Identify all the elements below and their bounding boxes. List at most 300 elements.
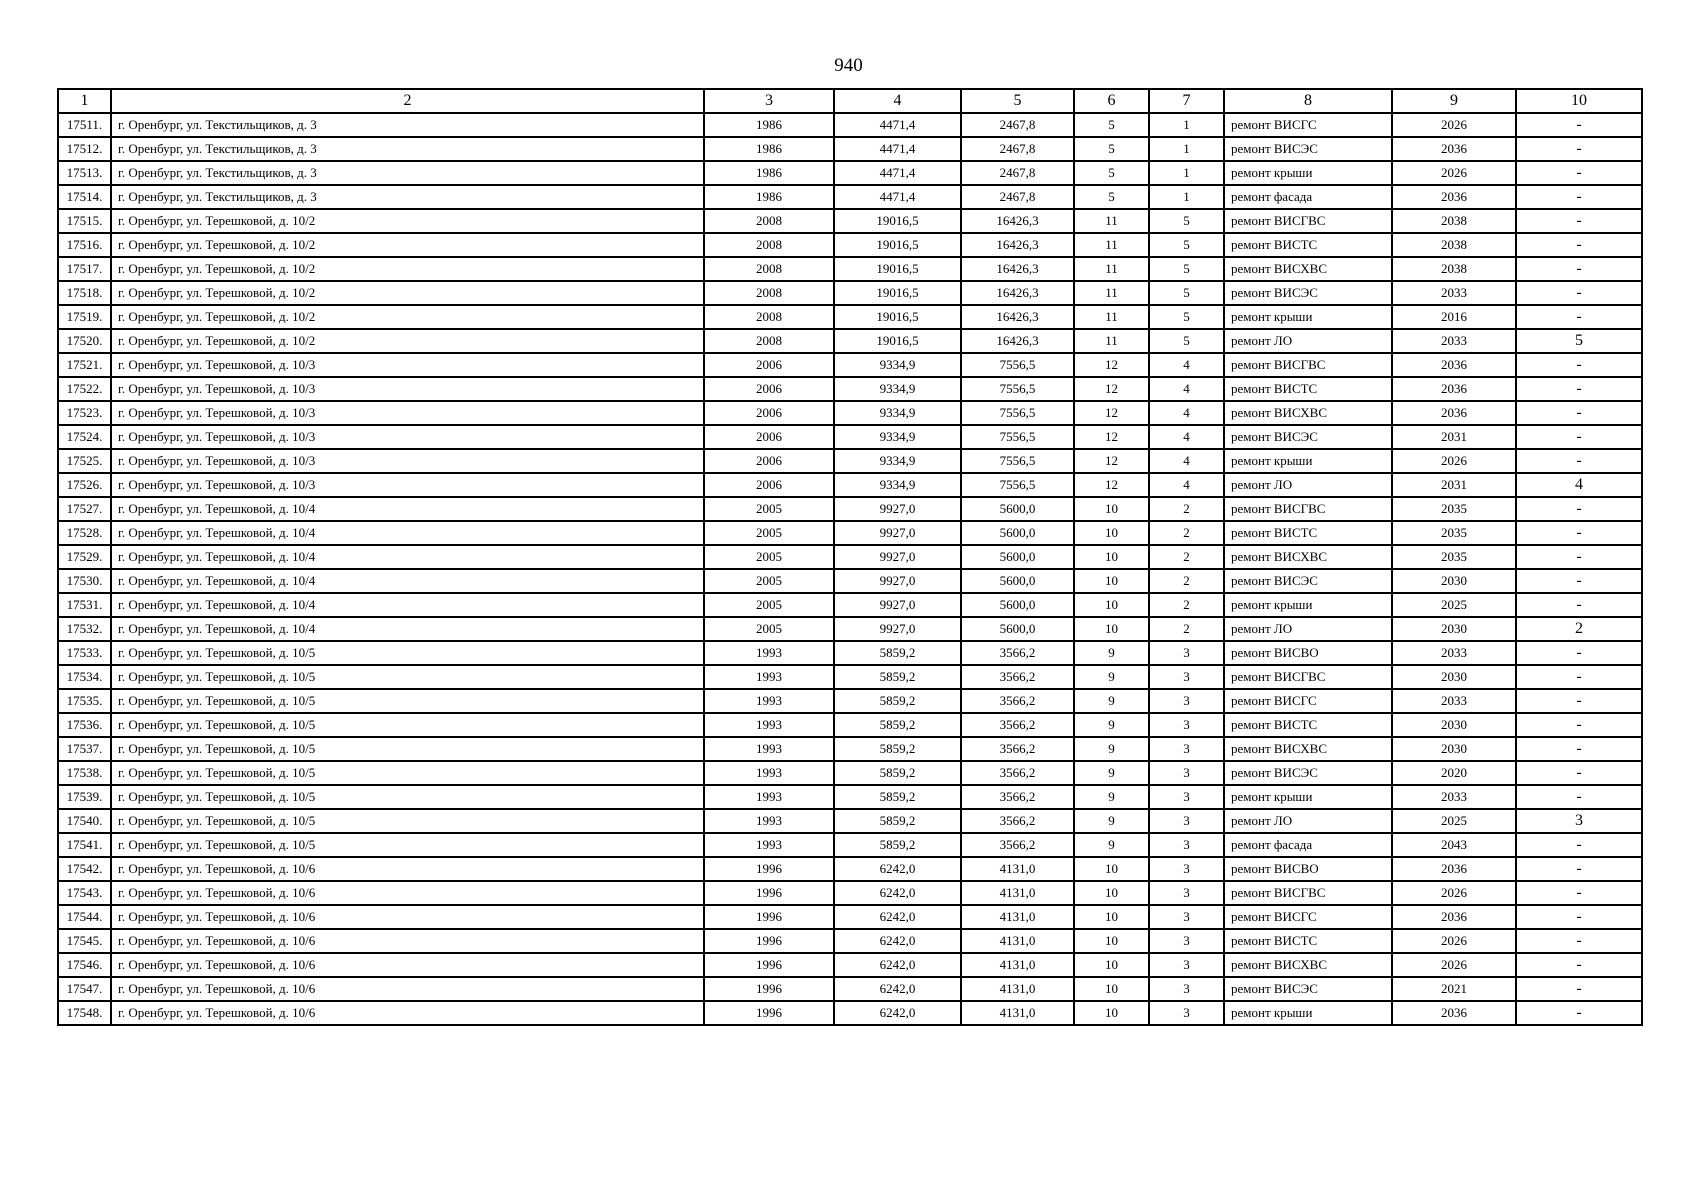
- year-built: 1986: [704, 137, 834, 161]
- address: г. Оренбург, ул. Терешковой, д. 10/5: [111, 761, 704, 785]
- total-area: 6242,0: [834, 929, 961, 953]
- living-area: 3566,2: [961, 833, 1074, 857]
- living-area: 4131,0: [961, 857, 1074, 881]
- entrances-count: 2: [1149, 521, 1224, 545]
- column-header: 2: [111, 89, 704, 113]
- row-number: 17517.: [58, 257, 111, 281]
- row-number: 17520.: [58, 329, 111, 353]
- living-area: 16426,3: [961, 209, 1074, 233]
- table-row: [58, 617, 1642, 641]
- living-area: 2467,8: [961, 161, 1074, 185]
- living-area: 5600,0: [961, 521, 1074, 545]
- entrances-count: 1: [1149, 137, 1224, 161]
- floors-count: 10: [1074, 929, 1149, 953]
- entrances-count: 4: [1149, 449, 1224, 473]
- planned-year: 2030: [1392, 737, 1516, 761]
- table-row: [58, 233, 1642, 257]
- year-built: 2008: [704, 209, 834, 233]
- living-area: 3566,2: [961, 761, 1074, 785]
- planned-year: 2033: [1392, 785, 1516, 809]
- floors-count: 10: [1074, 545, 1149, 569]
- floors-count: 12: [1074, 425, 1149, 449]
- column-header: 9: [1392, 89, 1516, 113]
- column-10-value: -: [1516, 593, 1642, 617]
- row-number: 17543.: [58, 881, 111, 905]
- living-area: 4131,0: [961, 953, 1074, 977]
- row-number: 17521.: [58, 353, 111, 377]
- row-number: 17512.: [58, 137, 111, 161]
- total-area: 5859,2: [834, 809, 961, 833]
- floors-count: 10: [1074, 569, 1149, 593]
- planned-year: 2025: [1392, 809, 1516, 833]
- floors-count: 10: [1074, 497, 1149, 521]
- table-row: [58, 281, 1642, 305]
- repair-type: ремонт ВИСЭС: [1224, 281, 1392, 305]
- row-number: 17532.: [58, 617, 111, 641]
- year-built: 2008: [704, 281, 834, 305]
- column-10-value: -: [1516, 113, 1642, 137]
- entrances-count: 3: [1149, 881, 1224, 905]
- row-number: 17542.: [58, 857, 111, 881]
- row-number: 17535.: [58, 689, 111, 713]
- repair-type: ремонт ВИСЭС: [1224, 569, 1392, 593]
- entrances-count: 3: [1149, 689, 1224, 713]
- entrances-count: 5: [1149, 233, 1224, 257]
- total-area: 9927,0: [834, 545, 961, 569]
- entrances-count: 3: [1149, 641, 1224, 665]
- column-header: 3: [704, 89, 834, 113]
- row-number: 17528.: [58, 521, 111, 545]
- floors-count: 11: [1074, 305, 1149, 329]
- address: г. Оренбург, ул. Терешковой, д. 10/5: [111, 785, 704, 809]
- entrances-count: 3: [1149, 929, 1224, 953]
- table-row: [58, 257, 1642, 281]
- living-area: 7556,5: [961, 401, 1074, 425]
- repair-type: ремонт ВИСГС: [1224, 113, 1392, 137]
- address: г. Оренбург, ул. Терешковой, д. 10/2: [111, 233, 704, 257]
- total-area: 5859,2: [834, 713, 961, 737]
- address: г. Оренбург, ул. Терешковой, д. 10/6: [111, 977, 704, 1001]
- column-10-value: 4: [1516, 473, 1642, 497]
- address: г. Оренбург, ул. Терешковой, д. 10/2: [111, 329, 704, 353]
- floors-count: 5: [1074, 185, 1149, 209]
- column-header: 1: [58, 89, 111, 113]
- entrances-count: 3: [1149, 809, 1224, 833]
- table-row: [58, 353, 1642, 377]
- row-number: 17536.: [58, 713, 111, 737]
- row-number: 17530.: [58, 569, 111, 593]
- column-10-value: 3: [1516, 809, 1642, 833]
- address: г. Оренбург, ул. Терешковой, д. 10/5: [111, 713, 704, 737]
- column-10-value: -: [1516, 377, 1642, 401]
- year-built: 2008: [704, 257, 834, 281]
- repair-type: ремонт ВИСТС: [1224, 713, 1392, 737]
- year-built: 2006: [704, 473, 834, 497]
- total-area: 9334,9: [834, 377, 961, 401]
- planned-year: 2038: [1392, 233, 1516, 257]
- table-row: [58, 401, 1642, 425]
- living-area: 2467,8: [961, 137, 1074, 161]
- planned-year: 2033: [1392, 281, 1516, 305]
- year-built: 1996: [704, 881, 834, 905]
- living-area: 7556,5: [961, 425, 1074, 449]
- column-10-value: -: [1516, 257, 1642, 281]
- column-10-value: -: [1516, 881, 1642, 905]
- address: г. Оренбург, ул. Терешковой, д. 10/5: [111, 737, 704, 761]
- entrances-count: 3: [1149, 833, 1224, 857]
- total-area: 6242,0: [834, 1001, 961, 1025]
- column-10-value: -: [1516, 905, 1642, 929]
- living-area: 4131,0: [961, 905, 1074, 929]
- repair-type: ремонт ВИСГВС: [1224, 665, 1392, 689]
- living-area: 2467,8: [961, 185, 1074, 209]
- entrances-count: 3: [1149, 953, 1224, 977]
- planned-year: 2031: [1392, 473, 1516, 497]
- address: г. Оренбург, ул. Терешковой, д. 10/3: [111, 425, 704, 449]
- table-row: [58, 497, 1642, 521]
- living-area: 4131,0: [961, 929, 1074, 953]
- table-row: [58, 473, 1642, 497]
- column-10-value: -: [1516, 569, 1642, 593]
- entrances-count: 3: [1149, 761, 1224, 785]
- row-number: 17519.: [58, 305, 111, 329]
- row-number: 17513.: [58, 161, 111, 185]
- living-area: 2467,8: [961, 113, 1074, 137]
- total-area: 19016,5: [834, 305, 961, 329]
- year-built: 1993: [704, 809, 834, 833]
- repair-type: ремонт ВИСТС: [1224, 377, 1392, 401]
- table-row: [58, 185, 1642, 209]
- year-built: 2008: [704, 329, 834, 353]
- repair-type: ремонт крыши: [1224, 161, 1392, 185]
- repair-type: ремонт крыши: [1224, 593, 1392, 617]
- address: г. Оренбург, ул. Терешковой, д. 10/6: [111, 881, 704, 905]
- year-built: 2006: [704, 425, 834, 449]
- table-row: [58, 665, 1642, 689]
- table-row: [58, 713, 1642, 737]
- total-area: 5859,2: [834, 665, 961, 689]
- floors-count: 10: [1074, 881, 1149, 905]
- planned-year: 2038: [1392, 257, 1516, 281]
- column-10-value: -: [1516, 233, 1642, 257]
- table-row: [58, 809, 1642, 833]
- year-built: 2006: [704, 449, 834, 473]
- table-row: [58, 209, 1642, 233]
- total-area: 9927,0: [834, 497, 961, 521]
- planned-year: 2036: [1392, 377, 1516, 401]
- row-number: 17540.: [58, 809, 111, 833]
- entrances-count: 2: [1149, 545, 1224, 569]
- planned-year: 2031: [1392, 425, 1516, 449]
- planned-year: 2033: [1392, 641, 1516, 665]
- address: г. Оренбург, ул. Терешковой, д. 10/6: [111, 929, 704, 953]
- entrances-count: 2: [1149, 593, 1224, 617]
- entrances-count: 3: [1149, 1001, 1224, 1025]
- address: г. Оренбург, ул. Терешковой, д. 10/3: [111, 377, 704, 401]
- entrances-count: 3: [1149, 785, 1224, 809]
- repair-type: ремонт ВИСВО: [1224, 857, 1392, 881]
- address: г. Оренбург, ул. Терешковой, д. 10/4: [111, 569, 704, 593]
- column-10-value: -: [1516, 857, 1642, 881]
- living-area: 16426,3: [961, 233, 1074, 257]
- planned-year: 2025: [1392, 593, 1516, 617]
- row-number: 17539.: [58, 785, 111, 809]
- column-10-value: -: [1516, 761, 1642, 785]
- year-built: 2005: [704, 593, 834, 617]
- repair-type: ремонт ВИСЭС: [1224, 425, 1392, 449]
- row-number: 17515.: [58, 209, 111, 233]
- floors-count: 9: [1074, 809, 1149, 833]
- column-10-value: -: [1516, 449, 1642, 473]
- column-header: 4: [834, 89, 961, 113]
- floors-count: 9: [1074, 689, 1149, 713]
- address: г. Оренбург, ул. Терешковой, д. 10/4: [111, 617, 704, 641]
- total-area: 4471,4: [834, 137, 961, 161]
- total-area: 9334,9: [834, 473, 961, 497]
- planned-year: 2026: [1392, 449, 1516, 473]
- address: г. Оренбург, ул. Терешковой, д. 10/3: [111, 449, 704, 473]
- living-area: 5600,0: [961, 497, 1074, 521]
- floors-count: 9: [1074, 785, 1149, 809]
- table-row: [58, 929, 1642, 953]
- planned-year: 2026: [1392, 161, 1516, 185]
- year-built: 1993: [704, 833, 834, 857]
- planned-year: 2038: [1392, 209, 1516, 233]
- row-number: 17518.: [58, 281, 111, 305]
- column-10-value: -: [1516, 785, 1642, 809]
- address: г. Оренбург, ул. Терешковой, д. 10/5: [111, 833, 704, 857]
- total-area: 9927,0: [834, 521, 961, 545]
- planned-year: 2021: [1392, 977, 1516, 1001]
- row-number: 17548.: [58, 1001, 111, 1025]
- planned-year: 2026: [1392, 113, 1516, 137]
- planned-year: 2033: [1392, 689, 1516, 713]
- row-number: 17516.: [58, 233, 111, 257]
- floors-count: 10: [1074, 617, 1149, 641]
- floors-count: 9: [1074, 713, 1149, 737]
- table-row: [58, 953, 1642, 977]
- repair-type: ремонт ВИСХВС: [1224, 737, 1392, 761]
- table-row: [58, 425, 1642, 449]
- living-area: 3566,2: [961, 785, 1074, 809]
- repair-type: ремонт ВИСЭС: [1224, 761, 1392, 785]
- column-10-value: -: [1516, 713, 1642, 737]
- year-built: 1996: [704, 953, 834, 977]
- address: г. Оренбург, ул. Текстильщиков, д. 3: [111, 185, 704, 209]
- year-built: 1996: [704, 905, 834, 929]
- repair-type: ремонт ВИСВО: [1224, 641, 1392, 665]
- total-area: 19016,5: [834, 257, 961, 281]
- column-10-value: -: [1516, 497, 1642, 521]
- address: г. Оренбург, ул. Терешковой, д. 10/5: [111, 689, 704, 713]
- table-row: [58, 737, 1642, 761]
- table-row: [58, 905, 1642, 929]
- header-row: [58, 89, 1642, 113]
- table-row: [58, 857, 1642, 881]
- repair-type: ремонт фасада: [1224, 185, 1392, 209]
- table-row: [58, 329, 1642, 353]
- planned-year: 2036: [1392, 401, 1516, 425]
- row-number: 17546.: [58, 953, 111, 977]
- entrances-count: 3: [1149, 737, 1224, 761]
- entrances-count: 3: [1149, 857, 1224, 881]
- row-number: 17522.: [58, 377, 111, 401]
- entrances-count: 4: [1149, 473, 1224, 497]
- table-row: [58, 377, 1642, 401]
- year-built: 1993: [704, 665, 834, 689]
- living-area: 3566,2: [961, 641, 1074, 665]
- year-built: 1996: [704, 1001, 834, 1025]
- row-number: 17544.: [58, 905, 111, 929]
- repair-type: ремонт ЛО: [1224, 617, 1392, 641]
- planned-year: 2036: [1392, 1001, 1516, 1025]
- entrances-count: 1: [1149, 161, 1224, 185]
- entrances-count: 4: [1149, 377, 1224, 401]
- living-area: 4131,0: [961, 1001, 1074, 1025]
- address: г. Оренбург, ул. Текстильщиков, д. 3: [111, 113, 704, 137]
- entrances-count: 3: [1149, 905, 1224, 929]
- address: г. Оренбург, ул. Терешковой, д. 10/4: [111, 545, 704, 569]
- address: г. Оренбург, ул. Терешковой, д. 10/3: [111, 473, 704, 497]
- year-built: 1993: [704, 689, 834, 713]
- table-row: [58, 1001, 1642, 1025]
- floors-count: 10: [1074, 977, 1149, 1001]
- address: г. Оренбург, ул. Терешковой, д. 10/2: [111, 209, 704, 233]
- column-10-value: 2: [1516, 617, 1642, 641]
- floors-count: 9: [1074, 665, 1149, 689]
- entrances-count: 5: [1149, 209, 1224, 233]
- floors-count: 10: [1074, 593, 1149, 617]
- year-built: 2005: [704, 497, 834, 521]
- floors-count: 11: [1074, 281, 1149, 305]
- floors-count: 10: [1074, 953, 1149, 977]
- entrances-count: 4: [1149, 353, 1224, 377]
- living-area: 7556,5: [961, 353, 1074, 377]
- total-area: 5859,2: [834, 761, 961, 785]
- living-area: 16426,3: [961, 329, 1074, 353]
- living-area: 3566,2: [961, 689, 1074, 713]
- living-area: 16426,3: [961, 305, 1074, 329]
- year-built: 1986: [704, 161, 834, 185]
- column-10-value: -: [1516, 425, 1642, 449]
- floors-count: 11: [1074, 233, 1149, 257]
- column-header: 5: [961, 89, 1074, 113]
- entrances-count: 5: [1149, 329, 1224, 353]
- repair-type: ремонт ВИСХВС: [1224, 401, 1392, 425]
- row-number: 17534.: [58, 665, 111, 689]
- column-10-value: -: [1516, 209, 1642, 233]
- address: г. Оренбург, ул. Терешковой, д. 10/4: [111, 497, 704, 521]
- floors-count: 5: [1074, 137, 1149, 161]
- repair-type: ремонт ВИСГС: [1224, 905, 1392, 929]
- total-area: 9334,9: [834, 401, 961, 425]
- repair-type: ремонт ВИСТС: [1224, 929, 1392, 953]
- planned-year: 2030: [1392, 665, 1516, 689]
- column-10-value: -: [1516, 545, 1642, 569]
- floors-count: 12: [1074, 377, 1149, 401]
- address: г. Оренбург, ул. Терешковой, д. 10/5: [111, 641, 704, 665]
- total-area: 6242,0: [834, 953, 961, 977]
- floors-count: 9: [1074, 833, 1149, 857]
- planned-year: 2020: [1392, 761, 1516, 785]
- total-area: 9334,9: [834, 449, 961, 473]
- column-10-value: -: [1516, 929, 1642, 953]
- address: г. Оренбург, ул. Терешковой, д. 10/5: [111, 665, 704, 689]
- row-number: 17524.: [58, 425, 111, 449]
- repair-type: ремонт ВИСХВС: [1224, 953, 1392, 977]
- year-built: 2005: [704, 569, 834, 593]
- column-10-value: -: [1516, 737, 1642, 761]
- table-row: [58, 113, 1642, 137]
- entrances-count: 2: [1149, 497, 1224, 521]
- table-row: [58, 977, 1642, 1001]
- table-row: [58, 449, 1642, 473]
- planned-year: 2016: [1392, 305, 1516, 329]
- planned-year: 2026: [1392, 953, 1516, 977]
- column-10-value: -: [1516, 689, 1642, 713]
- total-area: 6242,0: [834, 857, 961, 881]
- planned-year: 2033: [1392, 329, 1516, 353]
- repair-type: ремонт крыши: [1224, 449, 1392, 473]
- address: г. Оренбург, ул. Терешковой, д. 10/4: [111, 593, 704, 617]
- column-10-value: -: [1516, 953, 1642, 977]
- repair-type: ремонт ВИСГВС: [1224, 209, 1392, 233]
- total-area: 19016,5: [834, 281, 961, 305]
- planned-year: 2036: [1392, 857, 1516, 881]
- address: г. Оренбург, ул. Терешковой, д. 10/6: [111, 1001, 704, 1025]
- row-number: 17533.: [58, 641, 111, 665]
- column-10-value: -: [1516, 305, 1642, 329]
- planned-year: 2030: [1392, 569, 1516, 593]
- year-built: 2006: [704, 377, 834, 401]
- row-number: 17529.: [58, 545, 111, 569]
- total-area: 9927,0: [834, 569, 961, 593]
- row-number: 17511.: [58, 113, 111, 137]
- total-area: 6242,0: [834, 881, 961, 905]
- row-number: 17525.: [58, 449, 111, 473]
- floors-count: 12: [1074, 353, 1149, 377]
- total-area: 5859,2: [834, 833, 961, 857]
- total-area: 19016,5: [834, 329, 961, 353]
- floors-count: 10: [1074, 857, 1149, 881]
- total-area: 9334,9: [834, 353, 961, 377]
- column-10-value: -: [1516, 641, 1642, 665]
- total-area: 5859,2: [834, 689, 961, 713]
- planned-year: 2043: [1392, 833, 1516, 857]
- table-row: [58, 305, 1642, 329]
- row-number: 17537.: [58, 737, 111, 761]
- year-built: 1993: [704, 785, 834, 809]
- row-number: 17541.: [58, 833, 111, 857]
- planned-year: 2026: [1392, 881, 1516, 905]
- address: г. Оренбург, ул. Терешковой, д. 10/3: [111, 401, 704, 425]
- living-area: 5600,0: [961, 569, 1074, 593]
- row-number: 17538.: [58, 761, 111, 785]
- row-number: 17514.: [58, 185, 111, 209]
- living-area: 7556,5: [961, 449, 1074, 473]
- repair-type: ремонт ВИСГС: [1224, 689, 1392, 713]
- floors-count: 11: [1074, 209, 1149, 233]
- register-table: [57, 88, 1643, 1026]
- year-built: 2006: [704, 401, 834, 425]
- living-area: 3566,2: [961, 737, 1074, 761]
- row-number: 17531.: [58, 593, 111, 617]
- total-area: 9927,0: [834, 617, 961, 641]
- floors-count: 12: [1074, 401, 1149, 425]
- row-number: 17547.: [58, 977, 111, 1001]
- planned-year: 2026: [1392, 929, 1516, 953]
- total-area: 4471,4: [834, 161, 961, 185]
